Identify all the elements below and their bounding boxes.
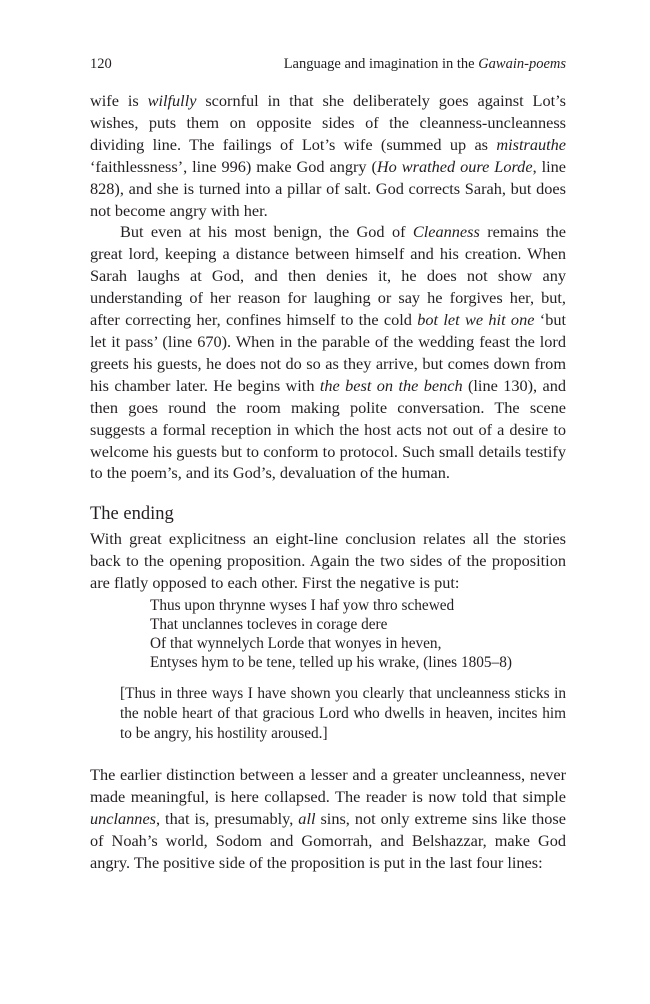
- text-run: , line 828), and she is turned into a pillar of salt. God corrects Sarah, but does not become angry with her.: [90, 156, 566, 220]
- running-head-italic: Gawain-poems: [478, 56, 566, 72]
- italic-text: all: [298, 808, 316, 828]
- body-paragraph: [90, 764, 566, 874]
- verse-quotation: [150, 596, 566, 672]
- text-run: remains the great lord, keeping a distance between himself and his creation. When Sarah laughs at God, and then denies it, he does not show any understanding of her reason for laughing or say he forgives her, but, after correcting her, confines himself to the cold: [90, 222, 566, 330]
- section-heading: The ending: [90, 504, 174, 525]
- running-head: [284, 56, 566, 73]
- italic-text: unclannes: [90, 808, 157, 828]
- running-head-text: Language and imagination in the: [283, 56, 479, 72]
- page-number: 120: [90, 56, 112, 72]
- text-run: ‘faithlessness’, line 996) make God angry (: [90, 156, 377, 176]
- page-body: [90, 90, 566, 874]
- verse-line: Thus upon thrynne wyses I haf yow thro schewed: [150, 597, 455, 615]
- italic-text: bot let we hit one: [417, 310, 535, 330]
- italic-text: wilfully: [147, 91, 197, 110]
- verse-translation: [Thus in three ways I have shown you clearly that uncleanness sticks in the noble heart of that gracious Lord who dwells in heaven, incites him to be angry, his hostility aroused.]: [120, 685, 566, 743]
- italic-text: the best on the bench: [319, 375, 463, 395]
- body-paragraph: [90, 221, 566, 484]
- text-run: The earlier distinction between a lesser and a greater uncleanness, never made meaningful, is here collapsed. The reader is now told that simple: [90, 765, 566, 806]
- running-header: [90, 56, 566, 78]
- section-paragraph: With great explicitness an eight-line conclusion relates all the stories back to the opening proposition. Again the two sides of the proposition are flatly opposed to each other. First the negative is put:: [90, 529, 566, 593]
- verse-line: That unclannes tocleves in corage dere: [150, 616, 388, 634]
- text-run: wife is: [90, 91, 148, 110]
- text-run: ‘but let it pass’ (line 670). When in the parable of the wedding feast the lord greets his guests, he does not do so as they arrive, but comes down from his chamber later. He begins with: [90, 310, 566, 395]
- text-run: (line 130), and then goes round the room making polite conversation. The scene suggests a formal reception in which the host acts not out of a desire to welcome his guests but to conform to protocol. Such small details testify to the poem’s, and its God’s, devaluation of the human.: [90, 375, 567, 483]
- text-run: sins, not only extreme sins like those of Noah’s world, Sodom and Gomorrah, and Belshazzar, make God angry. The positive side of the proposition is put in the last four lines:: [90, 808, 566, 872]
- text-run: , that is, presumably,: [156, 808, 299, 828]
- text-run: But even at his most benign, the God of: [120, 222, 413, 242]
- verse-line: Entyses hym to be tene, telled up his wrake, (lines 1805–8): [150, 654, 512, 672]
- italic-text: mistrauthe: [496, 134, 566, 154]
- italic-text: Cleanness: [412, 222, 480, 242]
- text-run: scornful in that she deliberately goes against Lot’s wishes, puts them on opposite sides of the cleanness-uncleanness dividing line. The failings of Lot’s wife (summed up as: [90, 91, 567, 154]
- body-paragraph: [90, 90, 566, 221]
- verse-line: Of that wynnelych Lorde that wonyes in heven,: [150, 635, 442, 653]
- italic-text: Ho wrathed oure Lorde: [376, 156, 533, 176]
